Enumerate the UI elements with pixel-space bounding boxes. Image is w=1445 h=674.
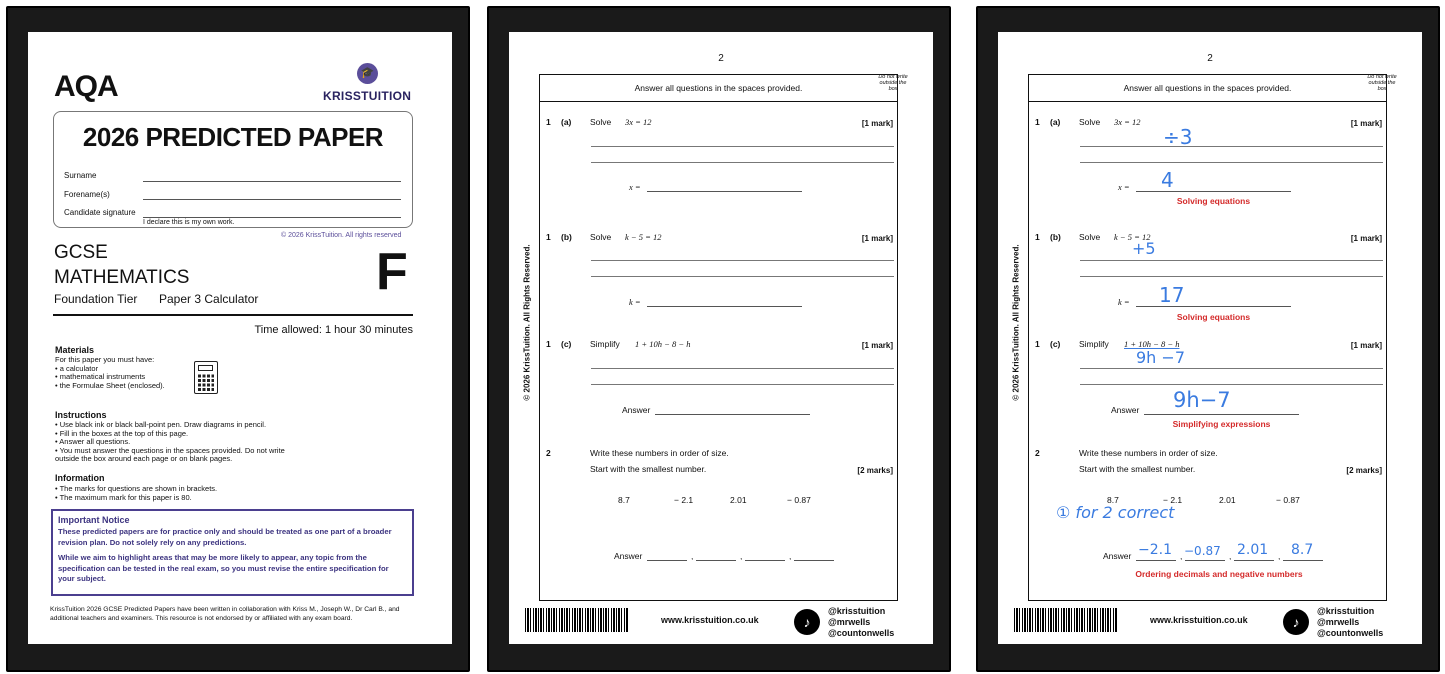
answer-line[interactable] xyxy=(1136,306,1291,307)
question-number: 1 xyxy=(1035,117,1040,127)
cover-copyright: © 2026 KrissTuition. All rights reserved xyxy=(281,232,402,239)
surname-label: Surname xyxy=(64,171,97,180)
answer-label: k = xyxy=(1118,297,1130,307)
comma: , xyxy=(1180,551,1183,561)
marks-label: [2 marks] xyxy=(857,466,893,475)
topic-label: Simplifying expressions xyxy=(1172,419,1271,429)
comma: , xyxy=(789,551,792,561)
question-page xyxy=(509,32,933,644)
working-line[interactable] xyxy=(1080,384,1383,385)
marks-label: [1 mark] xyxy=(861,119,893,128)
topic-label: Solving equations xyxy=(1176,312,1251,322)
information-heading: Information xyxy=(55,473,105,483)
question-expression: k − 5 = 12 xyxy=(1114,232,1151,242)
marked-page xyxy=(998,32,1422,644)
signature-label: Candidate signature xyxy=(64,208,136,217)
answer-slot[interactable] xyxy=(647,560,687,561)
number-item: − 0.87 xyxy=(787,495,811,505)
declaration-text: I declare this is my own work. xyxy=(143,219,235,226)
notice-paragraph: These predicted papers are for practice only and should be treated as one part of a broader revision plan. Do not solely rely on any predictions. xyxy=(58,527,392,547)
question-part: (a) xyxy=(561,117,572,127)
question-text: Start with the smallest number. xyxy=(1079,464,1196,474)
question-text: Write these numbers in order of size. xyxy=(590,448,729,458)
working-line[interactable] xyxy=(591,384,894,385)
question-expression: k − 5 = 12 xyxy=(625,232,662,242)
answer-line[interactable] xyxy=(655,414,810,415)
question-verb: Solve xyxy=(1079,232,1101,242)
handwritten-answer: −0.87 xyxy=(1184,544,1221,558)
question-part: (c) xyxy=(561,339,572,349)
question-expression: 3x = 12 xyxy=(1114,117,1141,127)
subject-title xyxy=(54,240,189,290)
working-line[interactable] xyxy=(591,276,894,277)
paper-title: 2026 PREDICTED PAPER xyxy=(82,122,384,152)
important-notice xyxy=(51,509,414,596)
vertical-copyright: © 2026 KrissTuition. All Rights Reserved. xyxy=(522,244,532,401)
question-verb: Simplify xyxy=(1079,339,1109,349)
number-item: − 0.87 xyxy=(1276,495,1300,505)
answer-slot[interactable] xyxy=(1283,560,1323,561)
social-handles xyxy=(828,606,894,639)
working-line[interactable] xyxy=(1080,276,1383,277)
marks-label: [1 mark] xyxy=(861,341,893,350)
answer-label: Answer xyxy=(622,405,651,415)
information-list xyxy=(55,485,217,502)
handwritten-answer: −2.1 xyxy=(1138,542,1172,558)
handle: @countonwells xyxy=(828,628,895,638)
question-number: 1 xyxy=(1035,232,1040,242)
number-item: 2.01 xyxy=(1219,495,1236,505)
information-item: • The marks for questions are shown in brackets. xyxy=(55,484,218,493)
question-part: (c) xyxy=(1050,339,1061,349)
surname-line[interactable] xyxy=(143,181,401,182)
instruction-item: • Use black ink or black ball-point pen. Draw diagrams in pencil. xyxy=(55,420,267,429)
materials-heading: Materials xyxy=(55,345,95,355)
comma: , xyxy=(1229,551,1232,561)
notice-paragraph: While we aim to highlight areas that may be more likely to appear, any topic from the specification can be tested in the real exam, so you must revise the entire specification for your subject. xyxy=(58,553,389,583)
question-part: (a) xyxy=(1050,117,1061,127)
question-number: 2 xyxy=(546,448,551,458)
working-line[interactable] xyxy=(1080,146,1383,147)
materials-item: • the Formulae Sheet (enclosed). xyxy=(55,380,165,390)
number-item: − 2.1 xyxy=(1163,495,1183,505)
materials-list xyxy=(55,356,165,390)
question-expression: 3x = 12 xyxy=(625,117,652,127)
materials-intro: For this paper you must have: xyxy=(55,355,155,364)
vertical-copyright: © 2026 KrissTuition. All Rights Reserved. xyxy=(1011,244,1021,401)
number-item: 2.01 xyxy=(730,495,747,505)
working-line[interactable] xyxy=(591,260,894,261)
notice-title: Important Notice xyxy=(58,515,130,525)
answer-label: Answer xyxy=(614,551,643,561)
cover-page-frame xyxy=(6,6,470,672)
working-line[interactable] xyxy=(591,162,894,163)
cover-page xyxy=(28,32,452,644)
handwritten-answer: 2.01 xyxy=(1237,542,1269,558)
question-number: 1 xyxy=(546,232,551,242)
answer-line[interactable] xyxy=(647,306,802,307)
handwritten-answer: 8.7 xyxy=(1291,542,1314,558)
comma: , xyxy=(691,551,694,561)
page-number: 2 xyxy=(718,53,724,64)
handwritten-answer: 9h−7 xyxy=(1173,388,1231,412)
barcode xyxy=(525,608,628,632)
website-link[interactable]: www.krisstuition.co.uk xyxy=(1150,615,1248,625)
brand-name: KRISSTUITION xyxy=(323,89,412,103)
answer-slot[interactable] xyxy=(1185,560,1225,561)
answer-slot[interactable] xyxy=(1136,560,1176,561)
signature-line[interactable] xyxy=(143,217,401,218)
answer-slot[interactable] xyxy=(745,560,785,561)
do-not-write-note: Do not write outside the box xyxy=(1367,74,1397,92)
materials-item: • mathematical instruments xyxy=(55,372,146,382)
working-line[interactable] xyxy=(591,146,894,147)
marks-label: [1 mark] xyxy=(1350,234,1382,243)
handle: @mrwells xyxy=(1317,617,1360,627)
question-part: (b) xyxy=(1050,232,1061,242)
question-text: Start with the smallest number. xyxy=(590,464,707,474)
question-number: 1 xyxy=(546,117,551,127)
answer-header: Answer all questions in the spaces provided. xyxy=(540,75,897,102)
cover-footer: KrissTuition 2026 GCSE Predicted Papers have been written in collaboration with Kriss M., Joseph W., Dr Carl B., and additional teachers and examiners. This resource is not endorsed by or affiliated with any exam board. xyxy=(50,606,400,622)
handwritten-answer: 4 xyxy=(1161,168,1174,192)
answer-slot[interactable] xyxy=(696,560,736,561)
graduation-cap-icon: 🎓 xyxy=(357,63,378,84)
tiktok-icon: ♪ xyxy=(1283,609,1309,635)
instruction-item: outside the box around each page or on blank pages. xyxy=(55,454,233,464)
answer-header: Answer all questions in the spaces provided. xyxy=(1029,75,1386,102)
instruction-item: • Fill in the boxes at the top of this page. xyxy=(55,428,189,438)
marks-label: [1 mark] xyxy=(1350,119,1382,128)
handwritten-answer: 17 xyxy=(1159,283,1185,307)
instructions-heading: Instructions xyxy=(55,410,107,420)
marked-page-frame xyxy=(976,6,1440,672)
instruction-item: • You must answer the questions in the spaces provided. Do not write xyxy=(55,445,285,455)
handle: @krisstuition xyxy=(1317,606,1375,616)
marks-label: [1 mark] xyxy=(1350,341,1382,350)
handwritten-working: ÷3 xyxy=(1163,125,1193,149)
handwritten-working: +5 xyxy=(1132,239,1156,258)
subject: MATHEMATICS xyxy=(54,267,190,288)
tier-label: Foundation Tier xyxy=(54,292,138,306)
answer-label: Answer xyxy=(1103,551,1132,561)
question-expression: 1 + 10h − 8 − h xyxy=(635,339,691,349)
comma: , xyxy=(1278,551,1281,561)
marks-label: [2 marks] xyxy=(1346,466,1382,475)
question-verb: Solve xyxy=(1079,117,1101,127)
handle: @mrwells xyxy=(828,617,871,627)
number-item: 8.7 xyxy=(618,495,630,505)
handle: @krisstuition xyxy=(828,606,886,616)
exam-board-logo: AQA xyxy=(54,70,118,103)
answer-line[interactable] xyxy=(1144,414,1299,415)
handwritten-working: 9h −7 xyxy=(1136,348,1185,367)
answer-line[interactable] xyxy=(647,191,802,192)
question-number: 1 xyxy=(546,339,551,349)
calculator-icon xyxy=(194,361,218,394)
social-handles xyxy=(1317,606,1383,639)
question-number: 2 xyxy=(1035,448,1040,458)
question-verb: Solve xyxy=(590,117,612,127)
website-link[interactable]: www.krisstuition.co.uk xyxy=(661,615,759,625)
working-line[interactable] xyxy=(1080,162,1383,163)
question-verb: Simplify xyxy=(590,339,620,349)
forename-label: Forename(s) xyxy=(64,190,110,199)
handwritten-mark-note: ① for 2 correct xyxy=(1056,503,1175,522)
answer-box xyxy=(539,74,898,601)
paper-label: Paper 3 Calculator xyxy=(159,292,259,306)
qualification: GCSE xyxy=(54,242,108,263)
time-allowed: Time allowed: 1 hour 30 minutes xyxy=(254,324,413,336)
working-line[interactable] xyxy=(1080,368,1383,369)
information-item: • The maximum mark for this paper is 80. xyxy=(55,492,192,502)
working-line[interactable] xyxy=(1080,260,1383,261)
do-not-write-note: Do not write outside the box xyxy=(878,74,908,92)
marks-label: [1 mark] xyxy=(861,234,893,243)
question-verb: Solve xyxy=(590,232,612,242)
answer-slot[interactable] xyxy=(1234,560,1274,561)
number-item: − 2.1 xyxy=(674,495,694,505)
instructions-list xyxy=(55,421,285,464)
candidate-details-box xyxy=(53,111,413,228)
topic-label: Solving equations xyxy=(1176,196,1251,206)
handle: @countonwells xyxy=(1317,628,1384,638)
answer-label: k = xyxy=(629,297,641,307)
question-text: Write these numbers in order of size. xyxy=(1079,448,1218,458)
question-page-frame xyxy=(487,6,951,672)
materials-item: • a calculator xyxy=(55,363,99,373)
question-expression: 1 + 10h − 8 − h xyxy=(1124,339,1180,349)
tier-letter: F xyxy=(376,243,408,301)
tiktok-icon: ♪ xyxy=(794,609,820,635)
working-line[interactable] xyxy=(591,368,894,369)
answer-line[interactable] xyxy=(1136,191,1291,192)
answer-label: x = xyxy=(629,182,641,192)
answer-label: Answer xyxy=(1111,405,1140,415)
question-number: 1 xyxy=(1035,339,1040,349)
topic-label: Ordering decimals and negative numbers xyxy=(1135,569,1303,579)
page-number: 2 xyxy=(1207,53,1213,64)
answer-box xyxy=(1028,74,1387,601)
answer-slot[interactable] xyxy=(794,560,834,561)
barcode xyxy=(1014,608,1117,632)
instruction-item: • Answer all questions. xyxy=(55,437,131,447)
divider xyxy=(53,314,413,316)
number-item: 8.7 xyxy=(1107,495,1119,505)
forename-line[interactable] xyxy=(143,199,401,200)
answer-label: x = xyxy=(1118,182,1130,192)
comma: , xyxy=(740,551,743,561)
question-part: (b) xyxy=(561,232,572,242)
